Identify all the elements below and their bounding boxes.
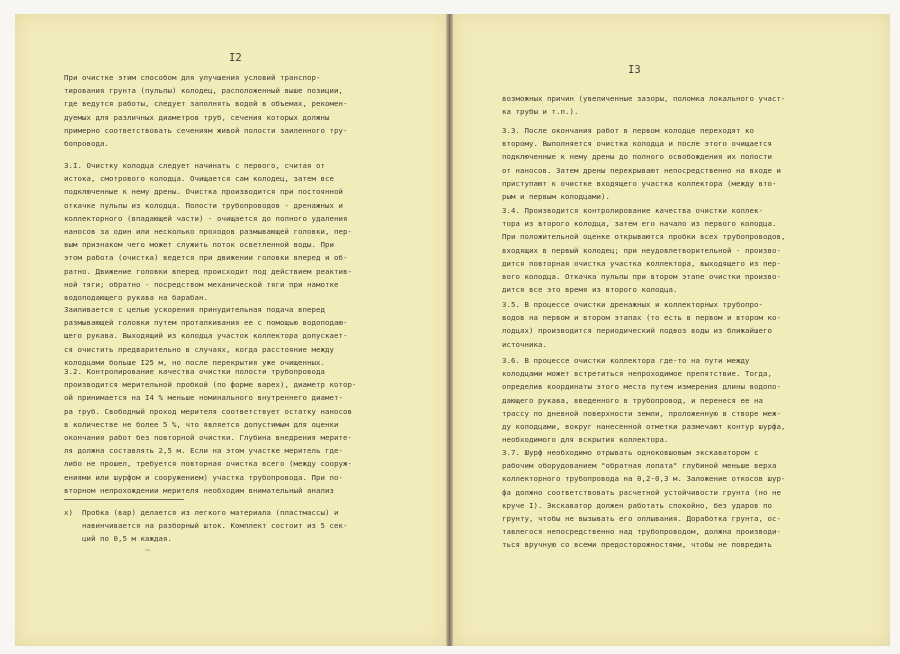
paragraph-3-4: 3.4. Производится контролирование качества очистки коллек- тора из второго колодца, затем его начало из первого колодца. При положительной оценке открываются пробки всех трубопроводов, входящих в первый колодец; при неудовлетворительной - произво- дится повторная очистка участка коллектора, выходящего из пер- вого колодца. Откачка пульпы при втором этапе очистки произво- дится все это время из второго колодца. bbox=[502, 206, 786, 295]
page-number-left: I2 bbox=[229, 52, 242, 64]
paragraph-3-1-continued: Заиливается с целью ускорения принудительная подача вперед размывающей головки путем проталкивания ее с помощью водоподаю- щего рукава. Выходящий из колодца участок коллектора допускает- ся очистить предварительно в случаях, когда расстояние между колодцами больше I25 м, но после перекрытия уже очищенных. bbox=[64, 305, 348, 367]
left-page bbox=[15, 14, 447, 646]
footnote-divider bbox=[64, 499, 184, 500]
paragraph-3-6: 3.6. В процессе очистки коллектора где-то на пути между колодцами может встретиться непроходимое препятствие. Тогда, определив координаты этого места путем измерения длины водопо- дающего рукава, введенного в трубопровод, и перенеся ее на трассу по дневной поверхности земли, проложенную в створе меж- ду колодцами, вокруг нанесенной отметки размечают контур шурфа, необходимого для вскрытия коллектора. bbox=[502, 356, 786, 445]
footnote: х) Пробка (вар) делается из легкого материала (пластмассы) и навинчивается на разборный шток. Комплект состоит из 5 сек- ций по 0,5 м каждая. bbox=[64, 508, 348, 544]
right-page bbox=[453, 14, 890, 646]
page-number-right: I3 bbox=[628, 64, 641, 76]
paragraph-intro: При очистке этим способом для улучшения условий транспор- тирования грунта (пульпы) колодец, расположенный выше позиции, где ведутся работы, следует заполнять водой в объемах, рекомен- дуемых для различных диаметров труб, сечения которых должны примерно соответствовать сечениям живой полости заиленного тру- бопровода. bbox=[64, 73, 348, 149]
paragraph-3-5: 3.5. В процессе очистки дренажных и коллекторных трубопро- водов на первом и втором этапах (то есть в первом и втором ко- лодцах) производится периодический подвоз воды из ближайшего источника. bbox=[502, 300, 781, 349]
paragraph-3-1: 3.I. Очистку колодца следует начинать с первого, считая от истока, смотрового колодца. Очищается сам колодец, затем все подключенные к нему дрены. Очистка производится при постоянной откачке пульпы из колодца. Полости трубопроводов - дренажных и коллекторного (впадающей части) - очищается до полного удаления наносов за один или несколько проходов размывающей головки, пер- вым признаком чего может служить поток осветленной воды. При этом работа (очистка) ведется при движении головки вперед и об- ратно. Движение головки вперед происходит под действием реактив- ной тяги; обратно - посредством механической тяги при намотке водоподающего рукава на барабан. bbox=[64, 161, 352, 303]
paragraph-continuation: возможных причин (увеличенные зазоры, поломка локального участ- ка трубы и т.п.). bbox=[502, 94, 786, 117]
stray-mark: ~ bbox=[145, 546, 151, 556]
paragraph-3-2: 3.2. Контролирование качества очистки полости трубопровода производится мерительной пробкой (по форме варех), диаметр котор- ой принимается на I4 % меньше номинального внутреннего диамет- ра труб. Свободный проход мерителя соответствует остатку наносов в количестве не более 5 %, что является допустимым для оценки окончания работ без повторной очистки. Глубина внедрения мерите- ля должна составлять 2,5 м. Если на этом участке меритель где- либо не прошел, требуется повторная очистка всего (между сооруж- ениями или шурфом и сооружением) участка трубопровода. При по- вторном непрохождении мерителя необходим внимательный анализ bbox=[64, 367, 357, 495]
paragraph-3-7: 3.7. Шурф необходимо отрывать одноковшовым экскаватором с рабочим оборудованием "обратная лопата" глубиной меньше верха коллекторного трубопровода на 0,2-0,3 м. Заложение откосов шур- фа должно соответствовать расчетной устойчивости грунта (но не круче I). Экскаватор должен работать спокойно, без ударов по грунту, чтобы не вызывать его оплывания. Доработка грунта, ос- тавлегося непосредственно над трубопроводом, должна производи- ться вручную со всеми предосторожностями, чтобы не повредить bbox=[502, 448, 786, 550]
paragraph-3-3: 3.3. После окончания работ в первом колодце переходят ко второму. Выполняется очистка колодца и после этого очищается подключенные к нему дрены до полного освобождения их полости от наносов. Затем дрены перекрывают непосредственно на входе и приступают к очистке входящего участка коллектора (между вто- рым и первым колодцами). bbox=[502, 126, 781, 202]
